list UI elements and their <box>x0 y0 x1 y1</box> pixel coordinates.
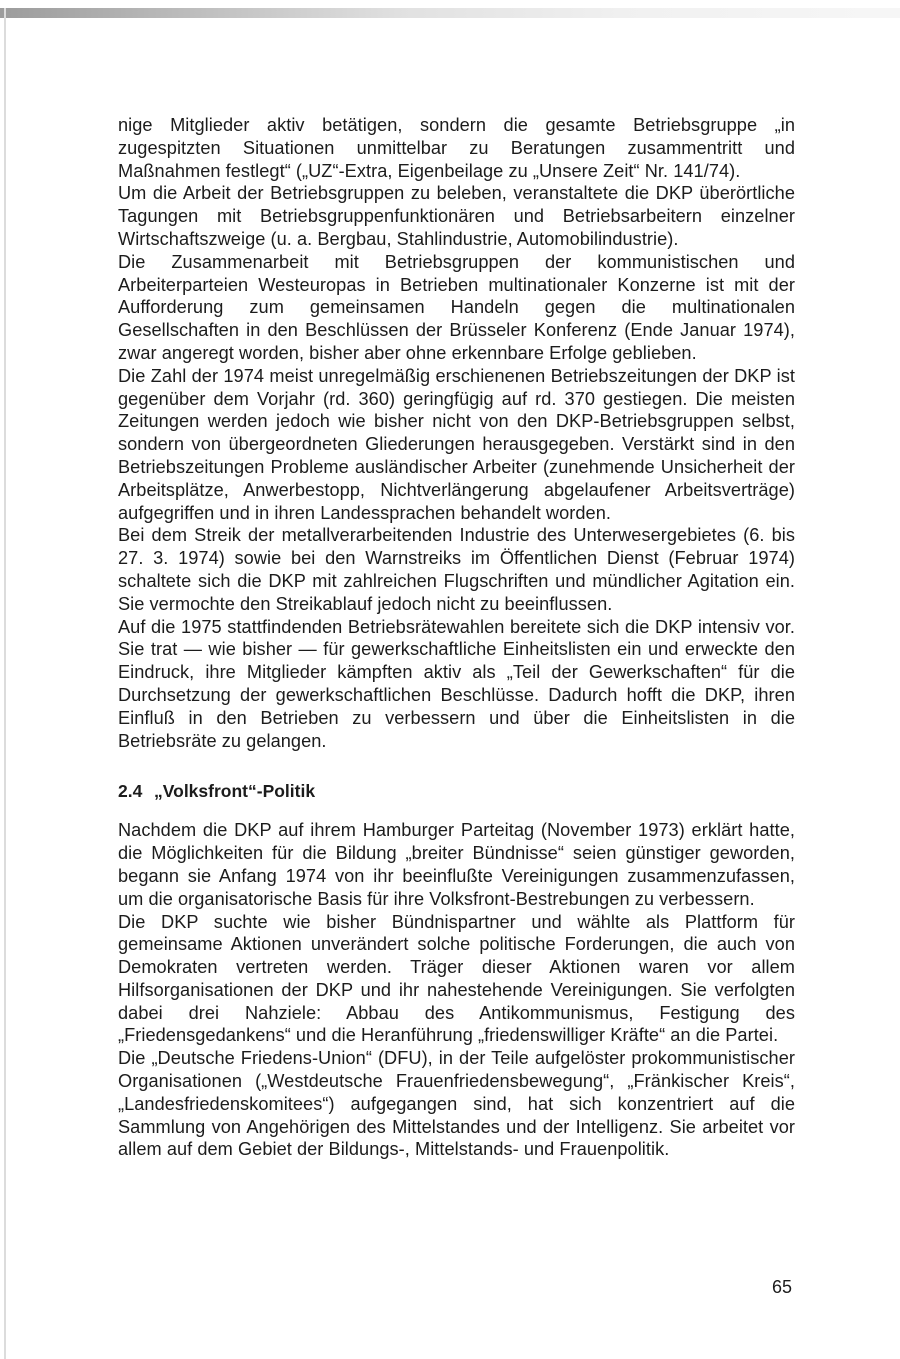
paragraph-betriebsgruppe-continuation: nige Mitglieder aktiv betätigen, sondern die gesamte Betriebsgruppe „in zugespitzten Situationen unmittelbar zu Beratungen zusammentritt und Maßnahmen festlegt“ („UZ“-Extra, Eigenbeilage zu „Unsere Zeit“ Nr. 141/74). <box>118 115 795 181</box>
scan-edge-left <box>4 8 6 1359</box>
section-heading <box>118 780 795 802</box>
paragraph-buendnispartner: Die DKP suchte wie bisher Bündnispartner und wählte als Plattform für gemeinsame Aktionen unverändert solche politische Forderungen, die auch von Demokraten vertreten werden. Träger dieser Aktionen waren vor allem Hilfsorganisationen der DKP und ihr nahestehende Vereinigungen. Sie verfolgten dabei drei Nahziele: Abbau des Antikommunismus, Festigung des „Friedensgedankens“ und die Heranführung „friedenswilliger Kräfte“ an die Partei. <box>118 911 795 1046</box>
section-title: „Volksfront“-Politik <box>154 781 316 802</box>
paragraph-hamburger-parteitag: Nachdem die DKP auf ihrem Hamburger Parteitag (November 1973) erklärt hatte, die Möglichkeiten für die Bildung „breiter Bündnisse“ seien günstiger geworden, begann sie Anfang 1974 von ihr beeinflußte Vereinigungen zusammenzufassen, um die organisatorische Basis für ihre Volksfront-Bestrebungen zu verbessern. <box>118 820 795 909</box>
paragraph-zusammenarbeit-westeuropa: Die Zusammenarbeit mit Betriebsgruppen der kommunistischen und Arbeiterparteien Westeuropas in Betrieben multinationaler Konzerne ist mit der Aufforderung zum gemeinsamen Handeln gegen die multinationalen Gesellschaften in den Beschlüssen der Brüsseler Konferenz (Ende Januar 1974), zwar angeregt worden, bisher aber ohne erkennbare Erfolge geblieben. <box>118 251 795 363</box>
scan-edge-top <box>0 8 900 18</box>
paragraph-betriebsraetewahlen: Auf die 1975 stattfindenden Betriebsrätewahlen bereitete sich die DKP intensiv vor. Sie trat — wie bisher — für gewerkschaftliche Einheitslisten ein und erweckte den Eindruck, ihre Mitglieder kämpften aktiv als „Teil der Gewerkschaften“ für die Durchsetzung der gewerkschaftlichen Beschlüsse. Dadurch hofft die DKP, ihren Einfluß in den Betrieben zu verbessern und über die Einheitslisten in die Betriebsräte zu gelangen. <box>118 616 795 751</box>
page-number: 65 <box>772 1277 793 1297</box>
paragraph-betriebszeitungen: Die Zahl der 1974 meist unregelmäßig erschienenen Betriebszeitungen der DKP ist gegenüber dem Vorjahr (rd. 360) geringfügig auf rd. 370 gestiegen. Die meisten Zeitungen werden jedoch wie bisher nicht von den DKP-Betriebsgruppen selbst, sondern von übergeordneten Gliederungen herausgegeben. Verstärkt sind in den Betriebszeitungen Probleme ausländischer Arbeiter (zunehmende Unsicherheit der Arbeitsplätze, Anwerbestopp, Nichtverlängerung abgelaufener Arbeitsverträge) aufgegriffen und in ihren Landessprachen behandelt worden. <box>118 365 795 523</box>
paragraph-arbeit-betriebsgruppen: Um die Arbeit der Betriebsgruppen zu beleben, veranstaltete die DKP überörtliche Tagungen mit Betriebsgruppenfunktionären und Betriebsarbeitern einzelner Wirtschaftszweige (u. a. Bergbau, Stahlindustrie, Automobilindustrie). <box>118 183 795 249</box>
section-number: 2.4 <box>118 781 143 802</box>
paragraph-streik-unterweser: Bei dem Streik der metallverarbeitenden Industrie des Unterwesergebietes (6. bis 27. 3. 1974) sowie bei den Warnstreiks im Öffentlichen Dienst (Februar 1974) schaltete sich die DKP mit zahlreichen Flugschriften und mündlicher Agitation ein. Sie vermochte den Streikablauf jedoch nicht zu beeinflussen. <box>118 525 795 614</box>
paragraph-dfu: Die „Deutsche Friedens-Union“ (DFU), in der Teile aufgelöster prokommunistischer Organisationen („Westdeutsche Frauenfriedensbewegung“, „Fränkischer Kreis“, „Landesfriedenskomitees“) aufgegangen sind, hat sich konzentriert auf die Sammlung von Angehörigen des Mittelstandes und der Intelligenz. Sie arbeitet vor allem auf dem Gebiet der Bildungs-, Mittelstands- und Frauenpolitik. <box>118 1048 795 1160</box>
page-body <box>118 114 795 1161</box>
